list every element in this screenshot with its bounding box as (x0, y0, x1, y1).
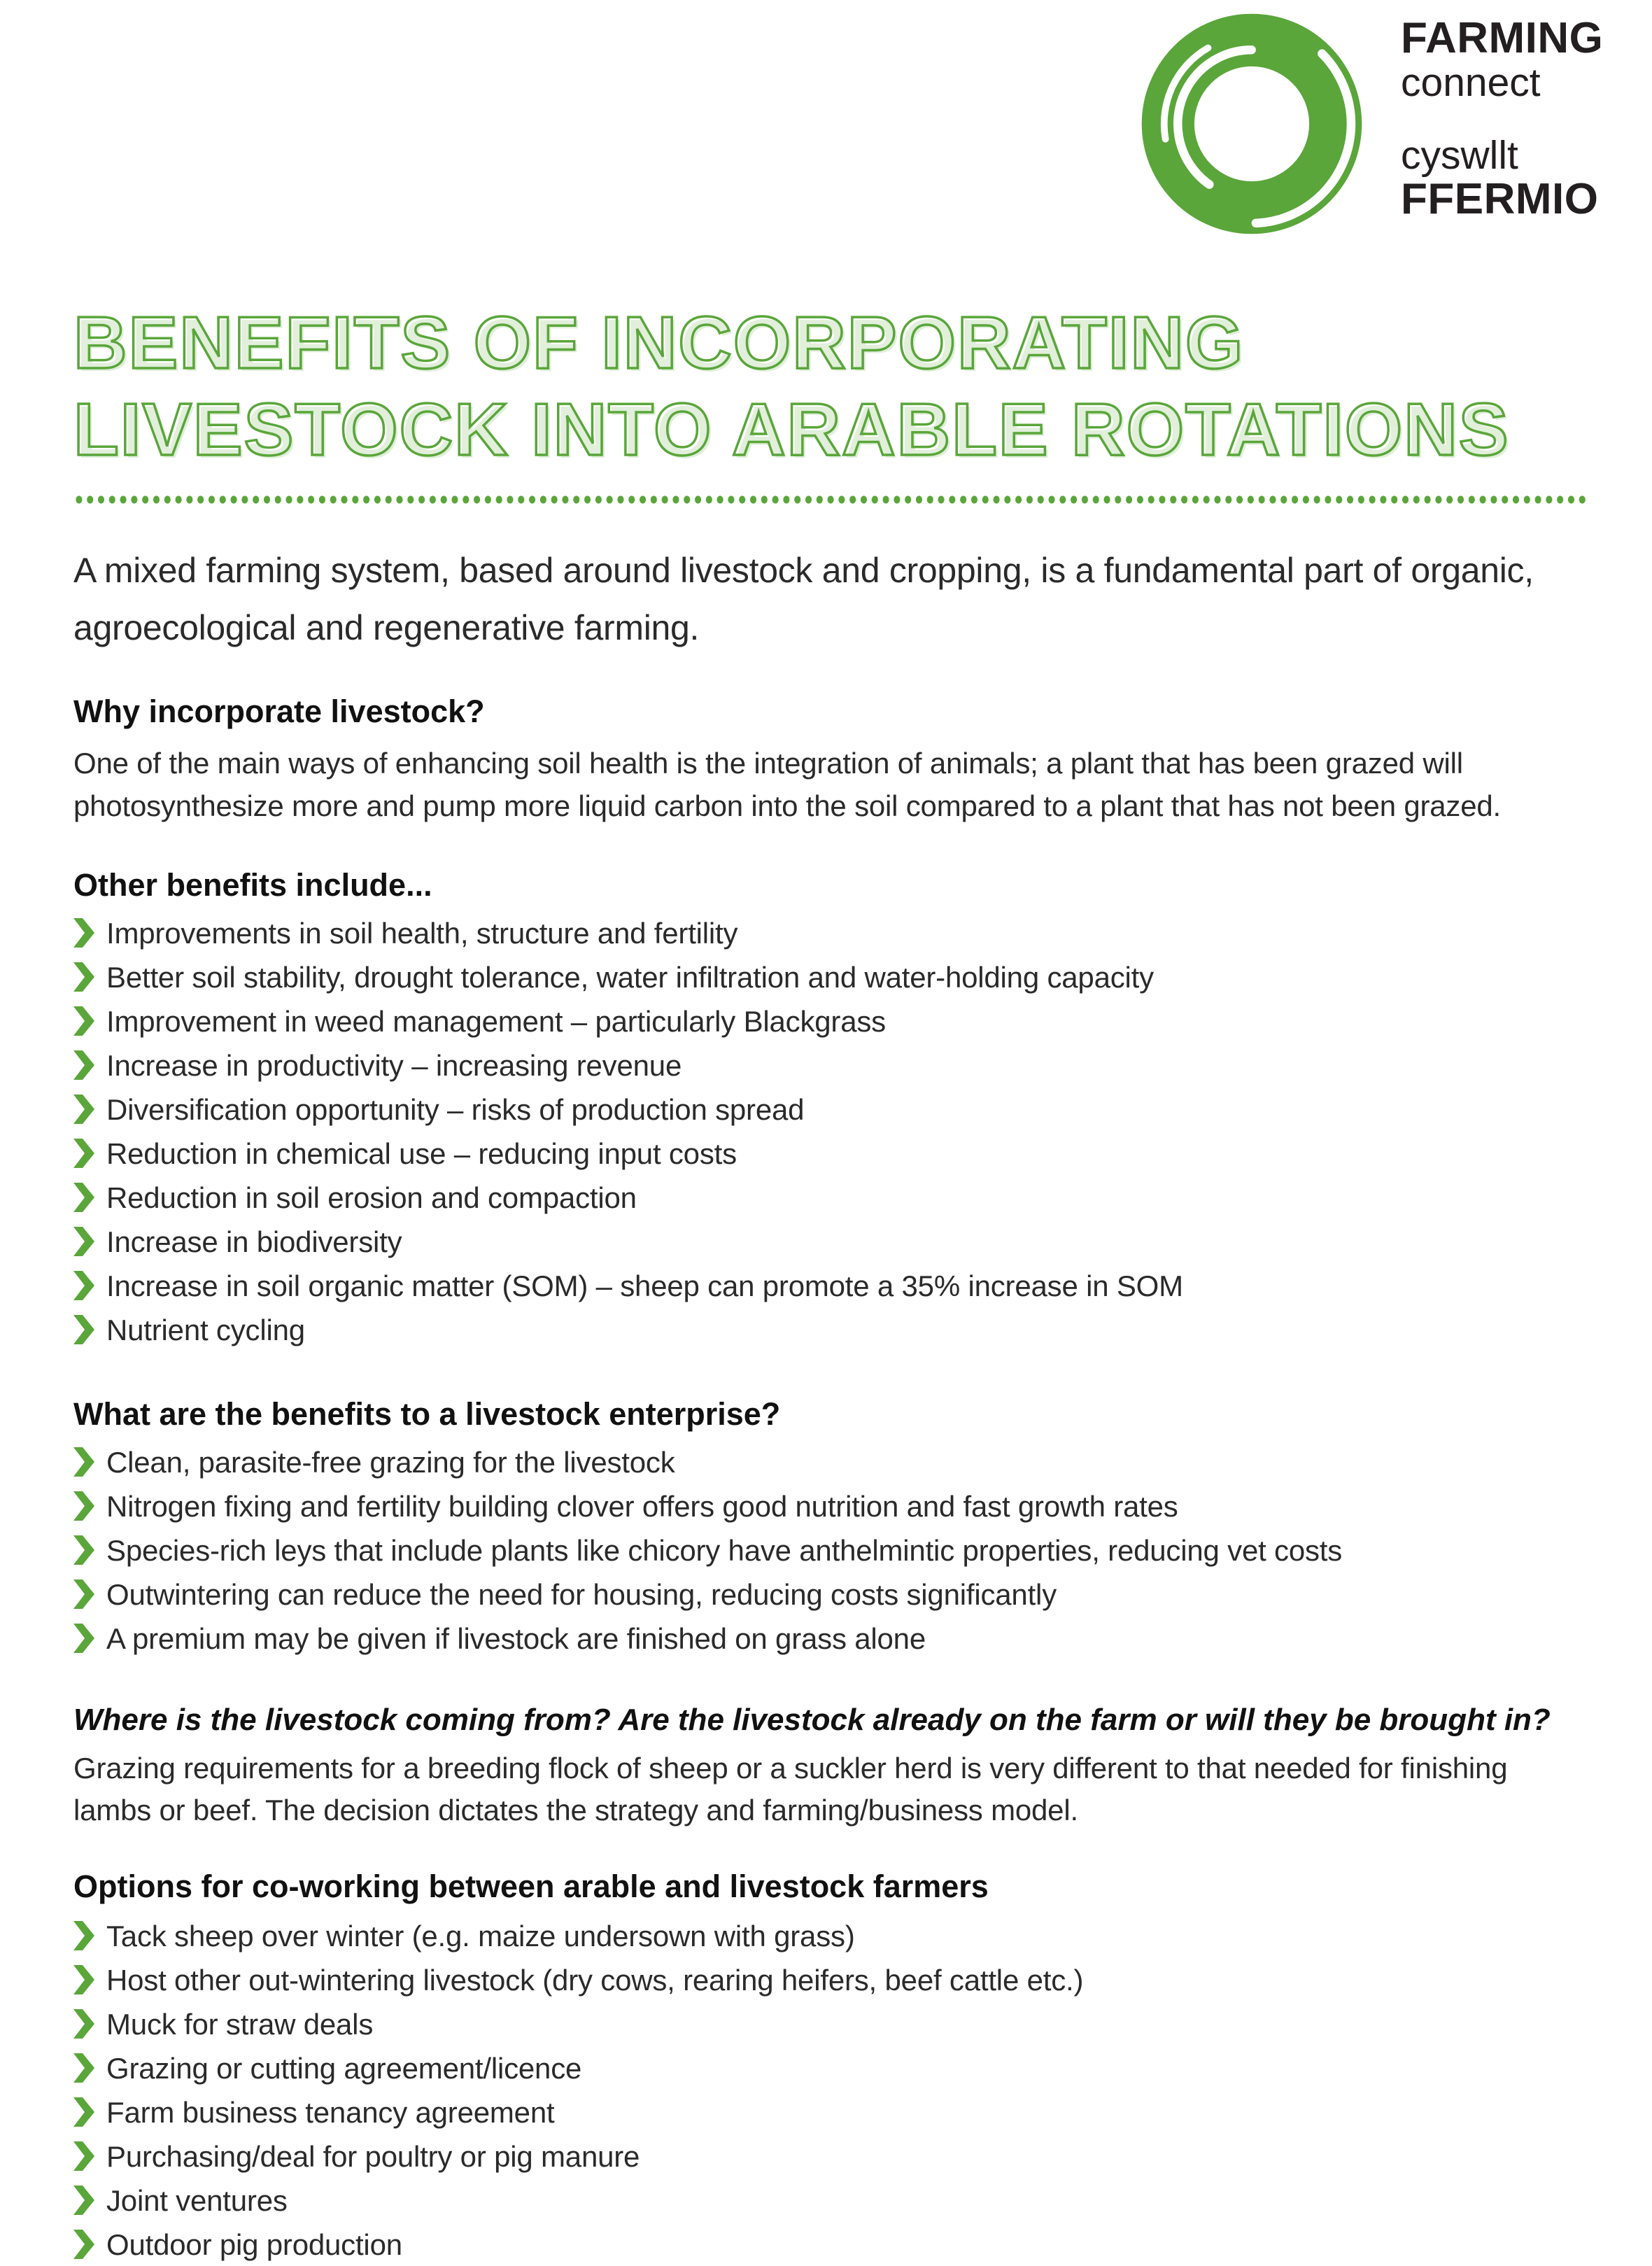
list-item-label: Improvements in soil health, structure and fertility (106, 917, 738, 950)
chevron-bullet-icon (73, 1095, 94, 1124)
chevron-bullet-icon (73, 1227, 94, 1256)
dotted-separator (73, 491, 1586, 508)
list-item-label: Diversification opportunity – risks of production spread (106, 1093, 805, 1126)
chevron-bullet-icon (73, 1447, 94, 1477)
chevron-bullet-icon (73, 1315, 94, 1344)
chevron-bullet-icon (73, 2053, 94, 2083)
list-item (73, 2002, 1586, 2046)
logo-cyswllt: cyswllt (1401, 133, 1518, 178)
list-item (73, 1440, 1586, 1484)
list-item (73, 1308, 1586, 1352)
chevron-bullet-icon (73, 962, 94, 992)
chevron-bullet-icon (73, 2230, 94, 2259)
heading-livestock-enterprise-benefits: What are the benefits to a livestock enterprise? (73, 1396, 781, 1432)
co-working-options-list (73, 1914, 1586, 2266)
list-item-label: Grazing or cutting agreement/licence (106, 2052, 582, 2085)
chevron-bullet-icon (73, 2186, 94, 2215)
list-item-label: Outwintering can reduce the need for housing, reducing costs significantly (106, 1578, 1057, 1611)
list-item-label: Purchasing/deal for poultry or pig manure (106, 2140, 640, 2173)
list-item (73, 1043, 1586, 1088)
heading-where-livestock-coming-from: Where is the livestock coming from? Are the livestock already on the farm or will they be brought in? (73, 1703, 1551, 1737)
list-item-label: Reduction in soil erosion and compaction (106, 1181, 637, 1214)
why-incorporate-paragraph: One of the main ways of enhancing soil health is the integration of animals; a plant that has been grazed will photosynthesize more and pump more liquid carbon into the soil compared to a plant that has not been grazed. (73, 747, 1502, 822)
list-item (73, 1220, 1586, 1264)
list-item (73, 1132, 1586, 1176)
list-item (73, 1914, 1586, 1958)
list-item (73, 2046, 1586, 2090)
chevron-bullet-icon (73, 2097, 94, 2127)
page-title (73, 0, 1586, 473)
chevron-bullet-icon (73, 1579, 94, 1609)
chevron-bullet-icon (73, 1535, 94, 1565)
heading-other-benefits: Other benefits include... (73, 867, 432, 903)
chevron-bullet-icon (73, 2141, 94, 2171)
heading-co-working-options: Options for co-working between arable and livestock farmers (73, 1869, 989, 1904)
list-item (73, 999, 1586, 1043)
list-item-label: Increase in biodiversity (106, 1225, 402, 1258)
list-item-label: Joint ventures (106, 2184, 288, 2217)
list-item-label: Better soil stability, drought tolerance, water infiltration and water-holding capacity (106, 961, 1154, 994)
list-item-label: Reduction in chemical use – reducing input costs (106, 1137, 737, 1170)
list-item (73, 1528, 1586, 1572)
list-item (73, 1176, 1586, 1220)
chevron-bullet-icon (73, 1624, 94, 1653)
chevron-bullet-icon (73, 1491, 94, 1521)
logo-farming: FARMING (1401, 14, 1604, 62)
list-item-label: Farm business tenancy agreement (106, 2096, 555, 2129)
chevron-bullet-icon (73, 1183, 94, 1212)
heading-why-incorporate-livestock: Why incorporate livestock? (73, 694, 485, 729)
livestock-benefits-list (73, 1440, 1586, 1661)
chevron-bullet-icon (73, 1965, 94, 1994)
list-item-label: Increase in soil organic matter (SOM) – sheep can promote a 35% increase in SOM (106, 1269, 1183, 1302)
list-item (73, 1264, 1586, 1308)
other-benefits-list (73, 911, 1586, 1352)
chevron-bullet-icon (73, 2009, 94, 2039)
list-item (73, 2223, 1586, 2266)
chevron-bullet-icon (73, 1006, 94, 1036)
list-item-label: Increase in productivity – increasing revenue (106, 1049, 682, 1082)
list-item-label: Host other out-wintering livestock (dry cows, rearing heifers, beef cattle etc.) (106, 1964, 1084, 1997)
list-item (73, 2090, 1586, 2134)
list-item (73, 911, 1586, 955)
intro-paragraph: A mixed farming system, based around livestock and cropping, is a fundamental part of organic, agroecological and regenerative farming. (73, 551, 1534, 647)
chevron-bullet-icon (73, 1921, 94, 1950)
list-item-label: Nitrogen fixing and fertility building clover offers good nutrition and fast growth rates (106, 1490, 1178, 1523)
where-livestock-paragraph: Grazing requirements for a breeding flock of sheep or a suckler herd is very different to that needed for finishing lambs or beef. The decision dictates the strategy and farming/business model. (73, 1752, 1508, 1827)
chevron-bullet-icon (73, 1139, 94, 1168)
page-title-line-1: BENEFITS OF INCORPORATING (73, 302, 1245, 384)
list-item (73, 2179, 1586, 2223)
list-item (73, 1958, 1586, 2002)
list-item-label: Clean, parasite-free grazing for the livestock (106, 1446, 675, 1479)
chevron-bullet-icon (73, 1271, 94, 1300)
list-item (73, 1484, 1586, 1528)
list-item (73, 1617, 1586, 1661)
list-item-label: Improvement in weed management – particularly Blackgrass (106, 1005, 886, 1038)
page-content (73, 0, 1586, 2266)
chevron-bullet-icon (73, 918, 94, 948)
list-item-label: Outdoor pig production (106, 2228, 402, 2261)
list-item (73, 955, 1586, 999)
logo-ffermio: FFERMIO (1401, 175, 1599, 223)
list-item (73, 2134, 1586, 2179)
list-item (73, 1572, 1586, 1617)
logo-connect: connect (1401, 60, 1541, 105)
list-item (73, 1088, 1586, 1132)
list-item-label: A premium may be given if livestock are finished on grass alone (106, 1622, 926, 1655)
chevron-bullet-icon (73, 1050, 94, 1080)
list-item-label: Species-rich leys that include plants like chicory have anthelmintic properties, reducing vet costs (106, 1534, 1343, 1567)
list-item-label: Tack sheep over winter (e.g. maize undersown with grass) (106, 1920, 855, 1952)
list-item-label: Nutrient cycling (106, 1314, 305, 1346)
list-item-label: Muck for straw deals (106, 2008, 374, 2041)
page-title-line-2: LIVESTOCK INTO ARABLE ROTATIONS (73, 388, 1510, 471)
